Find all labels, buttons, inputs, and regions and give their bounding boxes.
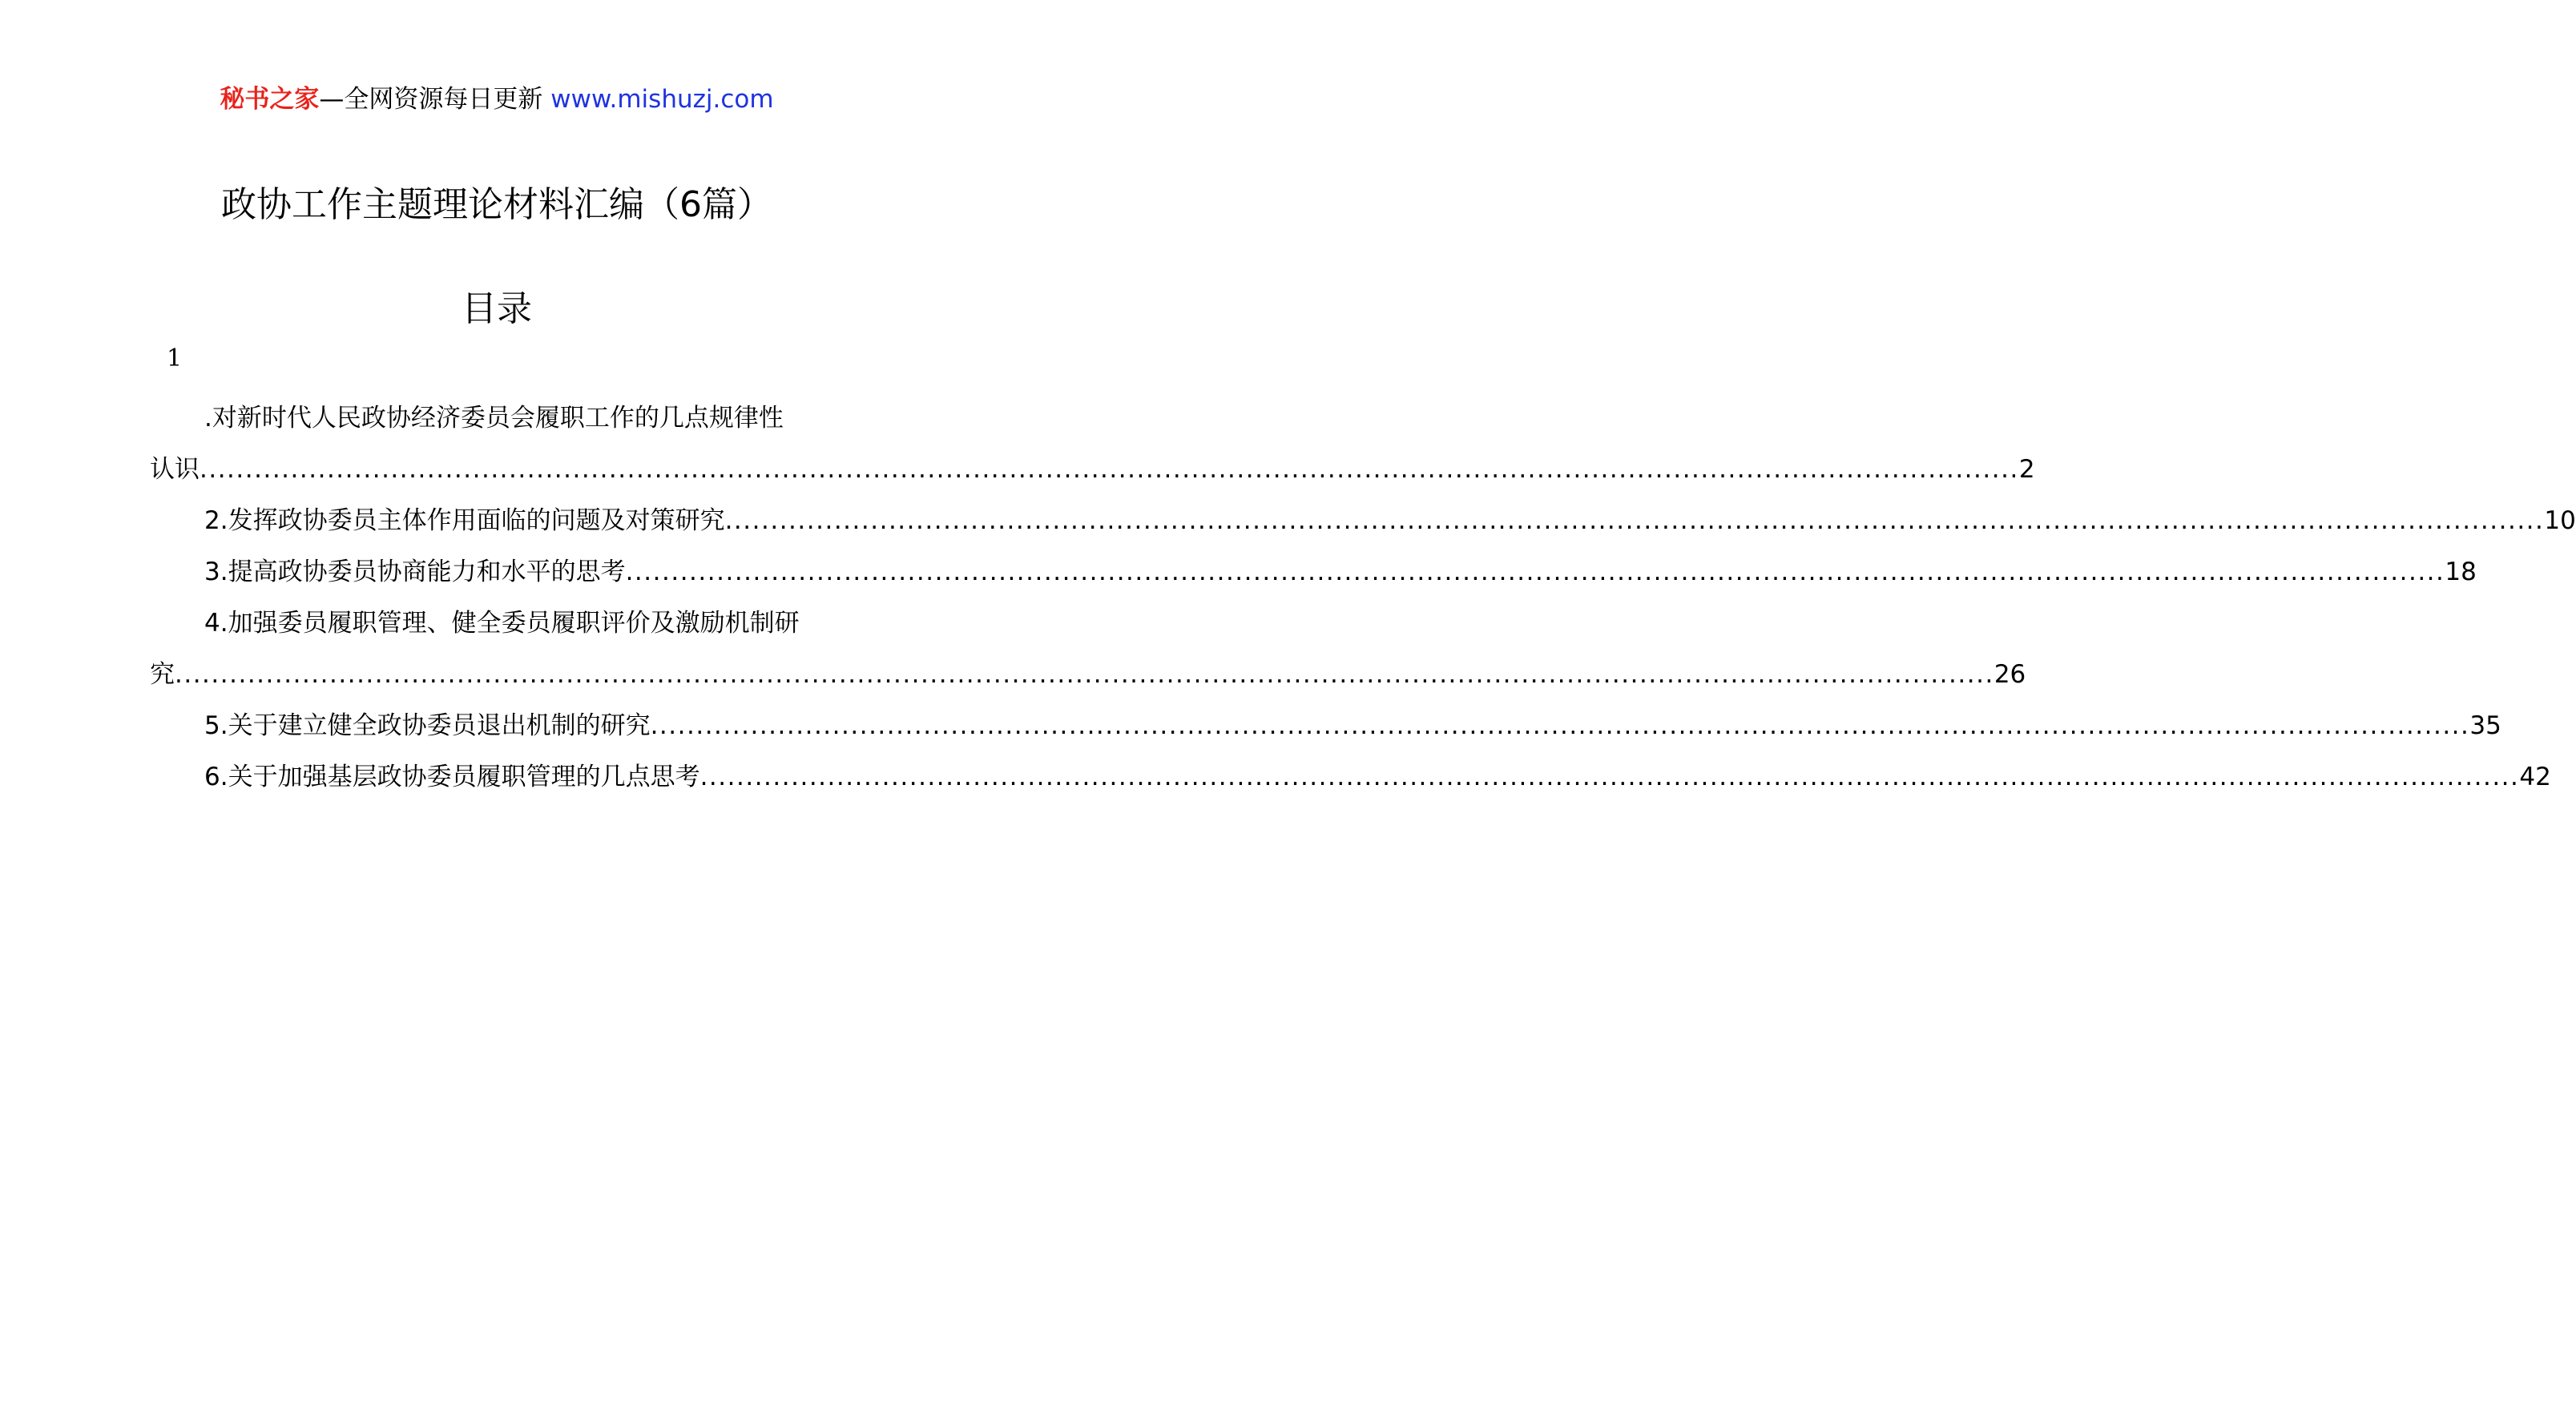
toc-entry-1-line1[interactable] xyxy=(150,393,845,444)
dot-leader: ........................................................................................................................................................................................................ xyxy=(650,711,2470,740)
toc-entry-1-page: 2 xyxy=(2018,455,2035,484)
header-tagline: —全网资源每日更新 xyxy=(319,85,551,114)
toc-entry-1-title-cont: 认识 xyxy=(150,455,200,484)
toc-entry-6[interactable] xyxy=(150,751,2551,803)
dot-leader: ........................................................................................................................................................................................................ xyxy=(699,763,2520,791)
toc-entry-3-title: 3.提高政协委员协商能力和水平的思考 xyxy=(204,558,626,586)
toc-entry-3[interactable] xyxy=(150,546,2477,598)
toc-entry-3-page: 18 xyxy=(2445,558,2477,586)
site-header xyxy=(0,83,994,115)
toc-entry-2-title: 2.发挥政协委员主体作用面临的问题及对策研究 xyxy=(204,506,725,535)
toc-entry-1-line2[interactable] xyxy=(150,444,2035,495)
toc-entry-2[interactable] xyxy=(150,495,2576,546)
page-number-mark: 1 xyxy=(167,344,183,372)
table-of-contents xyxy=(150,393,2576,803)
site-url-link[interactable]: www.mishuzj.com xyxy=(550,85,774,114)
toc-entry-4-line2[interactable] xyxy=(150,649,2026,700)
toc-entry-1-title: .对新时代人民政协经济委员会履职工作的几点规律性 xyxy=(204,404,784,433)
toc-entry-4-title: 4.加强委员履职管理、健全委员履职评价及激励机制研 xyxy=(204,609,800,638)
toc-entry-4-page: 26 xyxy=(1993,660,2026,689)
toc-entry-5[interactable] xyxy=(150,700,2501,751)
toc-entry-5-title: 5.关于建立健全政协委员退出机制的研究 xyxy=(204,711,651,740)
toc-entry-4-line1[interactable] xyxy=(150,598,845,649)
brand-name: 秘书之家 xyxy=(220,85,320,114)
toc-entry-4-title-cont: 究 xyxy=(150,660,175,689)
toc-entry-5-page: 35 xyxy=(2469,711,2501,740)
toc-entry-6-title: 6.关于加强基层政协委员履职管理的几点思考 xyxy=(204,763,700,791)
document-title: 政协工作主题理论材料汇编（6篇） xyxy=(221,184,772,225)
toc-entry-6-page: 42 xyxy=(2519,763,2551,791)
dot-leader: ........................................................................................................................................................................................................ xyxy=(625,558,2445,586)
dot-leader: ........................................................................................................................................................................................................ xyxy=(724,506,2545,535)
toc-entry-2-page: 10 xyxy=(2544,506,2576,535)
dot-leader: ........................................................................................................................................................................................................ xyxy=(175,660,1994,689)
toc-heading: 目录 xyxy=(462,288,532,329)
dot-leader: ........................................................................................................................................................................................................ xyxy=(200,455,2019,484)
